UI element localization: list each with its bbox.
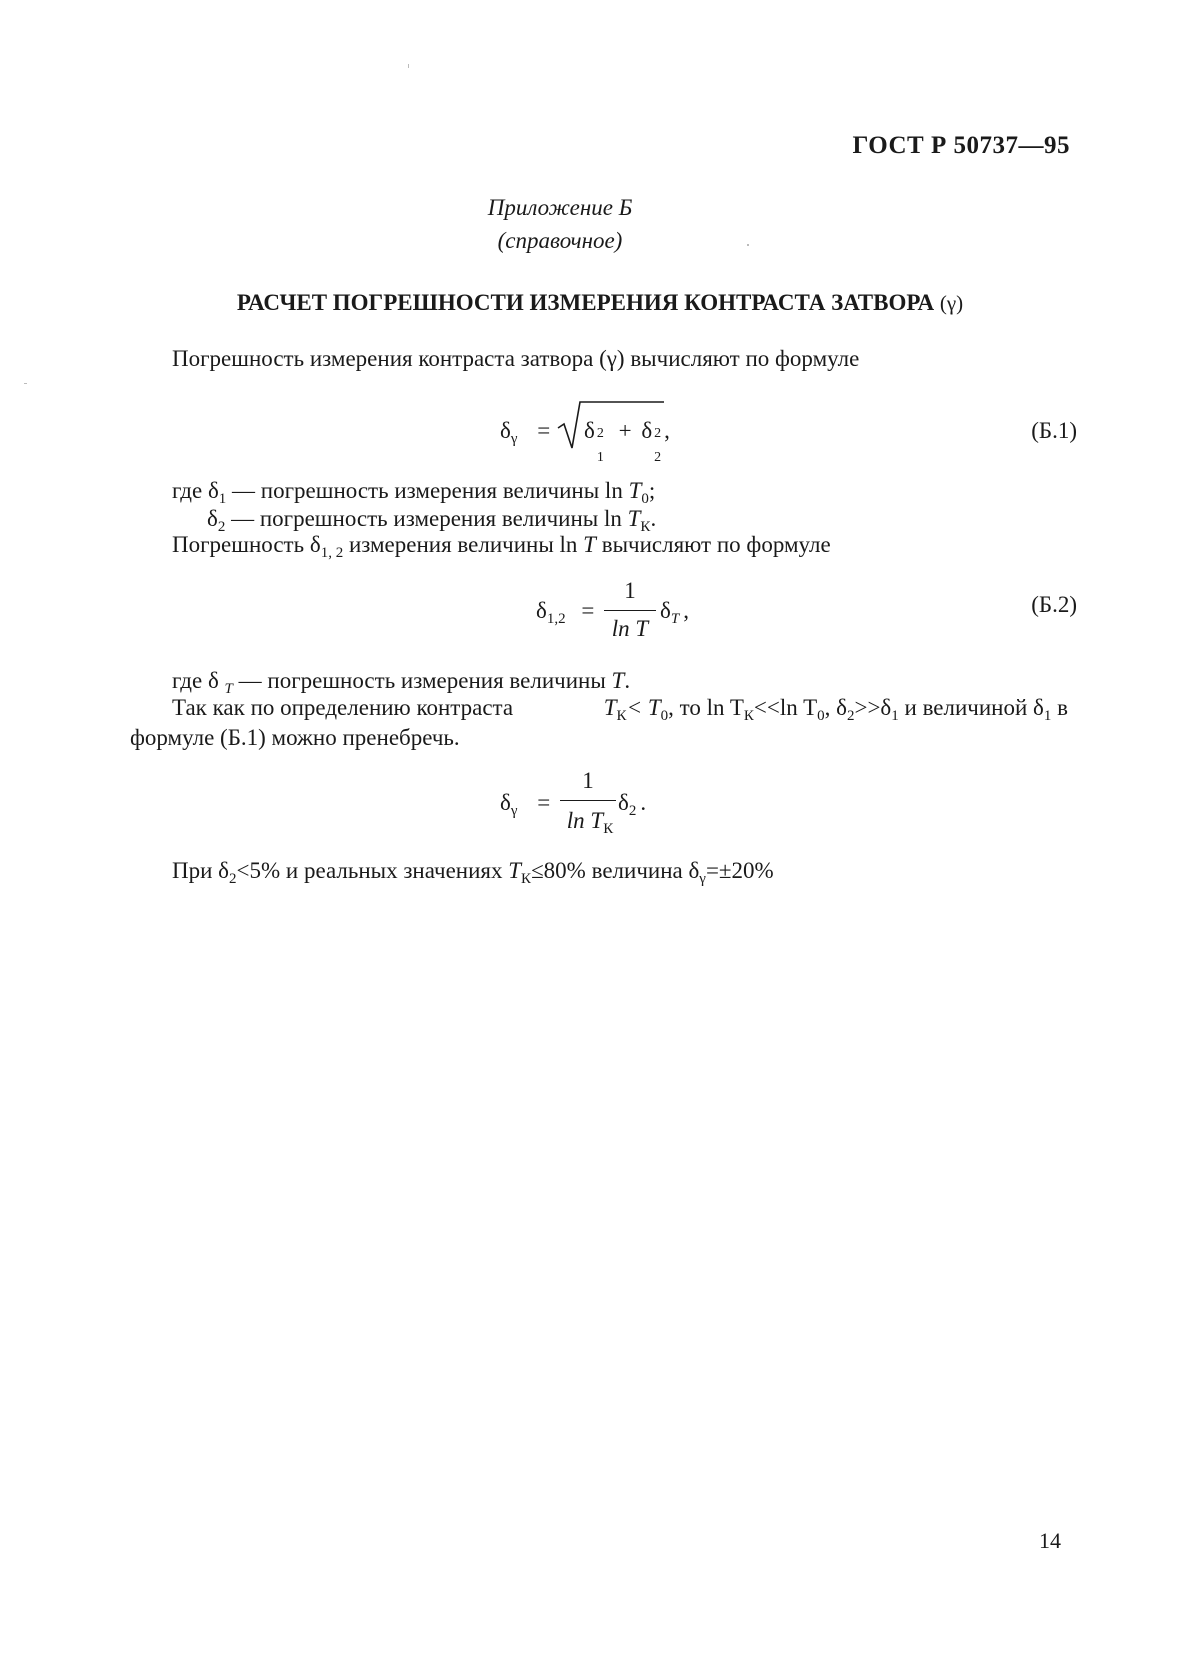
expr-and-value: и величиной δ: [898, 695, 1044, 720]
section-title: [0, 290, 1187, 316]
intro-paragraph: Погрешность измерения контраста затвора (γ) вычисляют по формуле: [172, 346, 860, 371]
formula-b1-t1: δ: [584, 418, 595, 443]
expr-t-sub: К: [616, 708, 627, 724]
formula-b3-den-sub: К: [603, 821, 614, 837]
formula-b2-denominator: ln T: [611, 616, 649, 641]
formula-b2-rhs-sub: T: [670, 611, 680, 627]
expr-t: T: [603, 695, 617, 720]
where-deltaT-end: .: [624, 668, 631, 693]
formula-b3-den-text: ln T: [566, 808, 604, 833]
formula-b2-tail: ,: [683, 598, 689, 623]
scan-speck: [24, 383, 27, 384]
formula-b3-tail: .: [640, 790, 647, 815]
expr-delta2: , δ: [824, 695, 847, 720]
expr-lt: < T: [626, 695, 661, 720]
where-delta1: [172, 478, 655, 508]
where-deltaT-text: — погрешность измерения величины: [232, 668, 612, 693]
section-title-text: РАСЧЕТ ПОГРЕШНОСТИ ИЗМЕРЕНИЯ КОНТРАСТА ЗАТВОРА: [236, 290, 935, 315]
paragraph-error-lnT-text: измерения величины ln: [343, 532, 584, 557]
paragraph-error-lnT-pre: Погрешность δ: [172, 532, 321, 557]
formula-b1-t1-sup: 2: [596, 426, 604, 441]
formula-b2-numerator: 1: [624, 578, 636, 603]
expr-t0-sub-2: 0: [817, 708, 825, 724]
expr-in: в: [1051, 695, 1068, 720]
formula-b1-t1-sub: 1: [596, 450, 604, 465]
formula-b1-radicand: [584, 418, 670, 465]
paragraph-contrast-line1: [172, 695, 1068, 725]
where-delta2-var: T: [627, 506, 641, 531]
formula-b3-eq: =: [537, 790, 551, 815]
where-delta1-sub: 1: [218, 491, 227, 507]
where-delta1-var-sub: 0: [641, 491, 649, 507]
conclusion-pre: При δ: [172, 858, 230, 883]
conclusion-sub1: 2: [229, 871, 237, 887]
formula-b2-number: (Б.2): [1031, 592, 1077, 617]
formula-b3-rhs-group: [618, 790, 646, 820]
where-delta2-var-sub: К: [640, 519, 651, 535]
expr-then: , то ln T: [668, 695, 744, 720]
where-delta2-sub: 2: [217, 519, 226, 535]
formula-b3-denominator: [556, 808, 624, 838]
paragraph-error-lnT-var: T: [583, 532, 596, 557]
paragraph-error-lnT-post: вычисляют по формуле: [595, 532, 831, 557]
where-delta1-end: ;: [648, 478, 656, 503]
paragraph-contrast-line2: формуле (Б.1) можно пренебречь.: [130, 725, 460, 750]
expr-delta2-sub: 2: [846, 708, 855, 724]
formula-b2-eq: =: [581, 598, 595, 623]
expr-t0-sub: 0: [660, 708, 669, 724]
where-delta2-text: — погрешность измерения величины ln: [225, 506, 628, 531]
formula-b1-t2: δ: [641, 418, 653, 443]
formula-b1-tail: ,: [664, 418, 670, 443]
paragraph-error-lnT-sub: 1, 2: [320, 545, 344, 561]
scan-speck: [747, 244, 749, 246]
paragraph-contrast-expr: [604, 695, 1068, 725]
formula-b2-lhs: δ: [536, 598, 547, 623]
formula-b1-t2-sub: 2: [654, 450, 662, 465]
where-deltaT-pre: где δ: [172, 668, 225, 693]
formula-b2-rhs-group: [660, 598, 689, 628]
section-title-symbol: (γ): [939, 291, 964, 315]
conclusion-mid2: ≤80% величина δ: [531, 858, 700, 883]
formula-b3-rhs-sub: 2: [628, 803, 637, 819]
where-delta2-end: .: [650, 506, 657, 531]
appendix-label: Приложение Б: [487, 195, 633, 220]
formula-b3-rhs: δ: [618, 790, 629, 815]
formula-b3-lhs-group: [500, 790, 550, 820]
standard-id: ГОСТ Р 50737—95: [852, 132, 1070, 159]
formula-b2-fraction-bar: [604, 610, 656, 611]
expr-muchgreater: >>δ: [854, 695, 892, 720]
scan-speck: [408, 64, 409, 68]
paragraph-error-lnT: [172, 532, 831, 562]
formula-b1-lhs: δ: [500, 418, 511, 443]
formula-b3-lhs-sub: γ: [510, 803, 518, 819]
expr-delta1-sub-2: 1: [1043, 708, 1052, 724]
conclusion-end: =±20%: [705, 858, 774, 883]
conclusion: [172, 858, 774, 888]
where-delta1-text: — погрешность измерения величины ln: [226, 478, 629, 503]
where-deltaT-sub: T: [224, 681, 233, 697]
conclusion-sub2: К: [521, 871, 532, 887]
appendix-kind: (справочное): [497, 228, 623, 253]
expr-tk-sub: К: [743, 708, 754, 724]
formula-b1-t2-sup: 2: [654, 426, 662, 441]
formula-b3-lhs: δ: [500, 790, 511, 815]
where-delta2-pre: δ: [207, 506, 218, 531]
where-delta1-pre: где δ: [172, 478, 219, 503]
where-delta1-var: T: [628, 478, 642, 503]
conclusion-mid: <5% и реальных значениях: [236, 858, 509, 883]
conclusion-var: T: [508, 858, 522, 883]
conclusion-sub3: γ: [699, 871, 706, 887]
formula-b1-number: (Б.1): [1031, 418, 1077, 443]
formula-b2-rhs: δ: [660, 598, 671, 623]
formula-b2-lhs-sub: 1,2: [546, 611, 566, 627]
where-deltaT: [172, 668, 630, 698]
formula-b2-lhs-group: [536, 598, 594, 628]
paragraph-contrast-text: Так как по определению контраста: [172, 695, 514, 720]
formula-b1-plus: +: [618, 418, 632, 443]
where-deltaT-var: T: [611, 668, 625, 693]
formula-b1-eq: =: [537, 418, 551, 443]
formula-b3-fraction-bar: [560, 800, 616, 801]
expr-muchless: <<ln T: [753, 695, 818, 720]
formula-b3-numerator: 1: [582, 768, 594, 793]
expr-delta1-sub: 1: [891, 708, 899, 724]
formula-b1: [500, 418, 550, 448]
formula-b1-lhs-sub: γ: [510, 431, 518, 447]
